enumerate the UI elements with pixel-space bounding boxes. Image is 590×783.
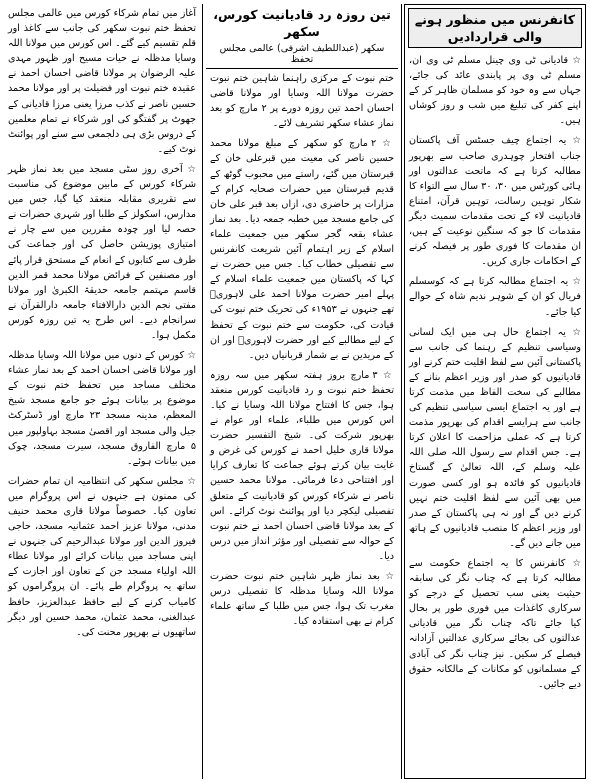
course-report-column [206, 4, 398, 779]
resolution-paragraph: ☆ یہ اجتماع مطالبہ کرتا ہے کہ کوسسلم فریال کو ان کے شوہر ندیم شاہ کے حوالے کیا جائے۔ [409, 276, 581, 318]
article-paragraph: ☆ ۲ مارچ کو سکھر کے مبلغ مولانا محمد حسین ناصر کی معیت میں قبرعلی خان کے قبرستان میں گئے، راستے میں محبوب گوٹھ کے قدیم قبرستان میں حضرات صحابہ کرام کے مزارات پر حاضری دی، ازاں بعد قبر علی خان کی جامع مسجد میں خطبہ جمعہ دیا۔ بعد نماز عشاء بقعہ گجر سکھر میں جمعیت علماء اسلام کے زیر اہتمام آئین شریعت کانفرنس سے تفصیلی خطاب کیا۔ جس میں حضرت نے کہا کہ پاکستان میں جمعیت علماء اسلام کے پہلے امیر حضرت مولانا احمد علی لاہوریؒ تھے جنہوں نے ۱۹۵۳ء کی تحریک ختم نبوت کی قیادت کی، حکومت سے ختم نبوت کے تحفظ کے لیے مطالبے کیے اور حضرت لاہوریؒ اور ان کے مریدین نے بے شمار قربانیاں دیں۔ [210, 138, 395, 361]
article-paragraph: ☆ کورس کے دنوں میں مولانا اللہ وسایا مدظلہ اور مولانا قاضی احسان احمد کے بعد نماز عشاء مختلف مساجد میں تحفظ ختم نبوت کے موضوع پر بیانات ہوئے جو جامع مسجد شیخ المعظم، مدینہ مسجد ۲۳ مارچ اور ڈسٹرکٹ جیل والی مسجد اور اقصیٰ مسجد بہاولپور میں ۵ مارچ الفاروق مسجد، سیرت مسجد، چوک میں بیانات ہوئے۔ [8, 350, 196, 467]
article-paragraph: ☆ مجلس سکھر کی انتظامیہ ان تمام حضرات کی ممنون ہے جنہوں نے اس پروگرام میں تعاون کیا۔ خصوصاً مولانا قاری محمد حنیف مدنی، مولانا عزیز احمد عثمانیہ مسجد، حاجی فیروز الدین اور مولانا عبدالرحیم کی جنہوں نے اپنی مساجد میں بیانات کرائے اور مولانا عطاء اللہ اولیاء مسجد جن کے تعاون اور اجازت کے ساتھ یہ پروگرام طے پائے۔ ان پروگراموں کو کامیاب کرنے کے لیے حافظ عبدالعزیز، حافظ عبدالغنی، محمد عثمان، محمد حسین اور دیگر ساتھیوں نے بھرپور محنت کی۔ [8, 475, 196, 638]
article-paragraph: ☆ ۳ مارچ بروز ہفتہ سکھر میں سہ روزہ تحفظ ختم نبوت و رد قادیانیت کورس منعقد ہوا، جس کا افتتاح مولانا اللہ وسایا نے کیا۔ اس کورس میں طلباء، علماء اور عوام نے بھرپور شرکت کی۔ شیخ التفسیر حضرت مولانا قاری خلیل احمد نے کورس کی غرض و غایت بیان کرتے ہوئے جماعت کا تعارف کرایا اور افتتاحی دعا فرمائی۔ مولانا محمد حسین ناصر نے شرکاء کورس کو قادیانیت کے متعلق تفصیلی لیکچر دیا اور پوائنٹ نوٹ کرائے۔ اس کے بعد مولانا قاضی احسان احمد نے ختم نبوت کے حوالہ سے تفصیلی اور مؤثر انداز میں درس دیا۔ [210, 369, 395, 562]
article-paragraph: ☆ آخری روز سٹی مسجد میں بعد نماز ظہر شرکاء کورس کے مابین موضوع کی مناسبت سے تقریری مقابلہ منعقد کیا گیا، جس میں مدارس، اسکولز کے طلبا اور شہری حضرات نے حصہ لیا اور چودہ مقررین میں سے چار نے امتیازی پوزیشن حاصل کی اور جماعت کی طرف سے کتابوں کے انعام کے مستحق قرار پائے اور مصنفین کے فرائض مولانا محمد قمر الدین قاسم مہتمم جامعہ حدیقۃ الکبریٰ اور مولانا مفتی نجم الدین دارالافتاء جامعہ دارالقرآن نے سرانجام دیے۔ اس طرح یہ تین روزہ کورس مکمل ہوا۔ [8, 163, 196, 341]
resolution-paragraph: ☆ کانفرنس کا یہ اجتماع حکومت سے مطالبہ کرتا ہے کہ چناب نگر کی سابقہ حیثیت یعنی سب تحصیل کے درجے کو سرکاری کاغذات میں فوری طور پر بحال کیا جائے تاکہ چناب نگر میں قادیانی عدالتوں کی بجائے سرکاری عدالتیں آزادانہ فیصلے کر سکیں۔ نیز چناب نگر کی آبادی کے مسلمانوں کو مکانات کے مالکانہ حقوق دیے جائیں۔ [409, 558, 581, 690]
column-divider [202, 4, 203, 779]
resolutions-headline: کانفرنس میں منظور ہونے والی قراردادیں [408, 8, 582, 48]
article-paragraph: ختم نبوت کے مرکزی راہنما شاہین ختم نبوت حضرت مولانا اللہ وسایا اور مولانا قاضی احسان احمد تین روزہ دورے پر ۲ مارچ کو بعد نماز عشاء سکھر تشریف لائے۔ [210, 73, 394, 130]
continuation-column [4, 4, 200, 779]
resolution-paragraph: ☆ یہ اجتماع چیف جسٹس آف پاکستان جناب افتخار چوہدری صاحب سے بھرپور مطالبہ کرتا ہے کہ ماتحت عدالتوں اور ہائی کورٹس میں ۳۰، ۳۰ سال سے التواء کا شکار توہین رسالت، توہین قرآن، امتناع قادیانیت لاء کے تحت مقدمات سمیت دیگر مقدمات کا جو کہ سنگین نوعیت کے ہیں، ان مقدمات کا فوری طور پر فیصلہ کرنے کے احکامات جاری کریں۔ [409, 135, 581, 268]
resolution-paragraph: ☆ یہ اجتماع حال ہی میں ایک لسانی وسیاسی تنظیم کے رہنما کی جانب سے پاکستانی آئین سے لفظ اقلیت ختم کرنے اور قادیانیوں کو صدر اور وزیر اعظم بنانے کے مطالبے کی سخت الفاظ میں مذمت کرتا ہے اور یہ اجتماع ایسی سیاسی تنظیم کی جانب سے ہرایسے اقدام کی بھرپور مذمت کرتا ہے کہ عملی مزاحمت کا اعلان کرتا ہے۔ جس اقدام سے رسول اللہ صلی اللہ علیہ وسلم کے، اللہ تعالیٰ کے گستاخ قادیانیوں کو فائدہ ہو اور کسی صورت میں بھی آئین سے لفظ اقلیت ختم نہیں کرنے دیں گے اور نہ ہی پاکستان کے صدر اور وزیر اعظم کا منصب قادیانیوں کے ہاتھ میں جانے دیں گے۔ [409, 326, 581, 549]
resolution-paragraph: ☆ قادیانی ٹی وی چینل مسلم ٹی وی ان، مسلم ٹی وی پر پابندی عائد کی جائے، جہاں سے وہ خود کو مسلمان ظاہر کر کے اپنے کفر کی تبلیغ میں شب و روز کوشاں ہیں۔ [409, 55, 581, 127]
resolutions-column [404, 4, 586, 779]
course-headline: تین روزہ رد قادیانیت کورس، سکھر [213, 7, 391, 39]
article-byline: سکھر (عبداللطیف اشرفی) عالمی مجلس تحفظ [206, 42, 398, 69]
article-paragraph: آغاز میں تمام شرکاء کورس میں عالمی مجلس تحفظ ختم نبوت سکھر کی جانب سے کاغذ اور قلم تقسیم کیے گئے۔ اس کورس میں مولانا اللہ وسایا مدظلہ نے حیات مسیح اور ظہور مہدی علیہ الرضوان پر مولانا قاضی احسان احمد نے عقیدہ ختم نبوت اور فضیلت پر اور مولانا محمد حسین ناصر نے کذب مرزا یعنی مرزا قادیانی کے جھوٹ پر گفتگو کی اور شرکاء نے تمام معلمین کے دروس بڑی ہی دلجمعی سے سنے اور پوائنٹ نوٹ کیے۔ [8, 8, 196, 155]
article-paragraph: ☆ بعد نماز ظہر شاہین ختم نبوت حضرت مولانا اللہ وسایا مدظلہ کا تفصیلی درس مغرب تک ہوا، جس میں طلبا کے ساتھ علماء کرام نے بھی استفادہ کیا۔ [210, 571, 394, 628]
column-divider [401, 4, 402, 779]
